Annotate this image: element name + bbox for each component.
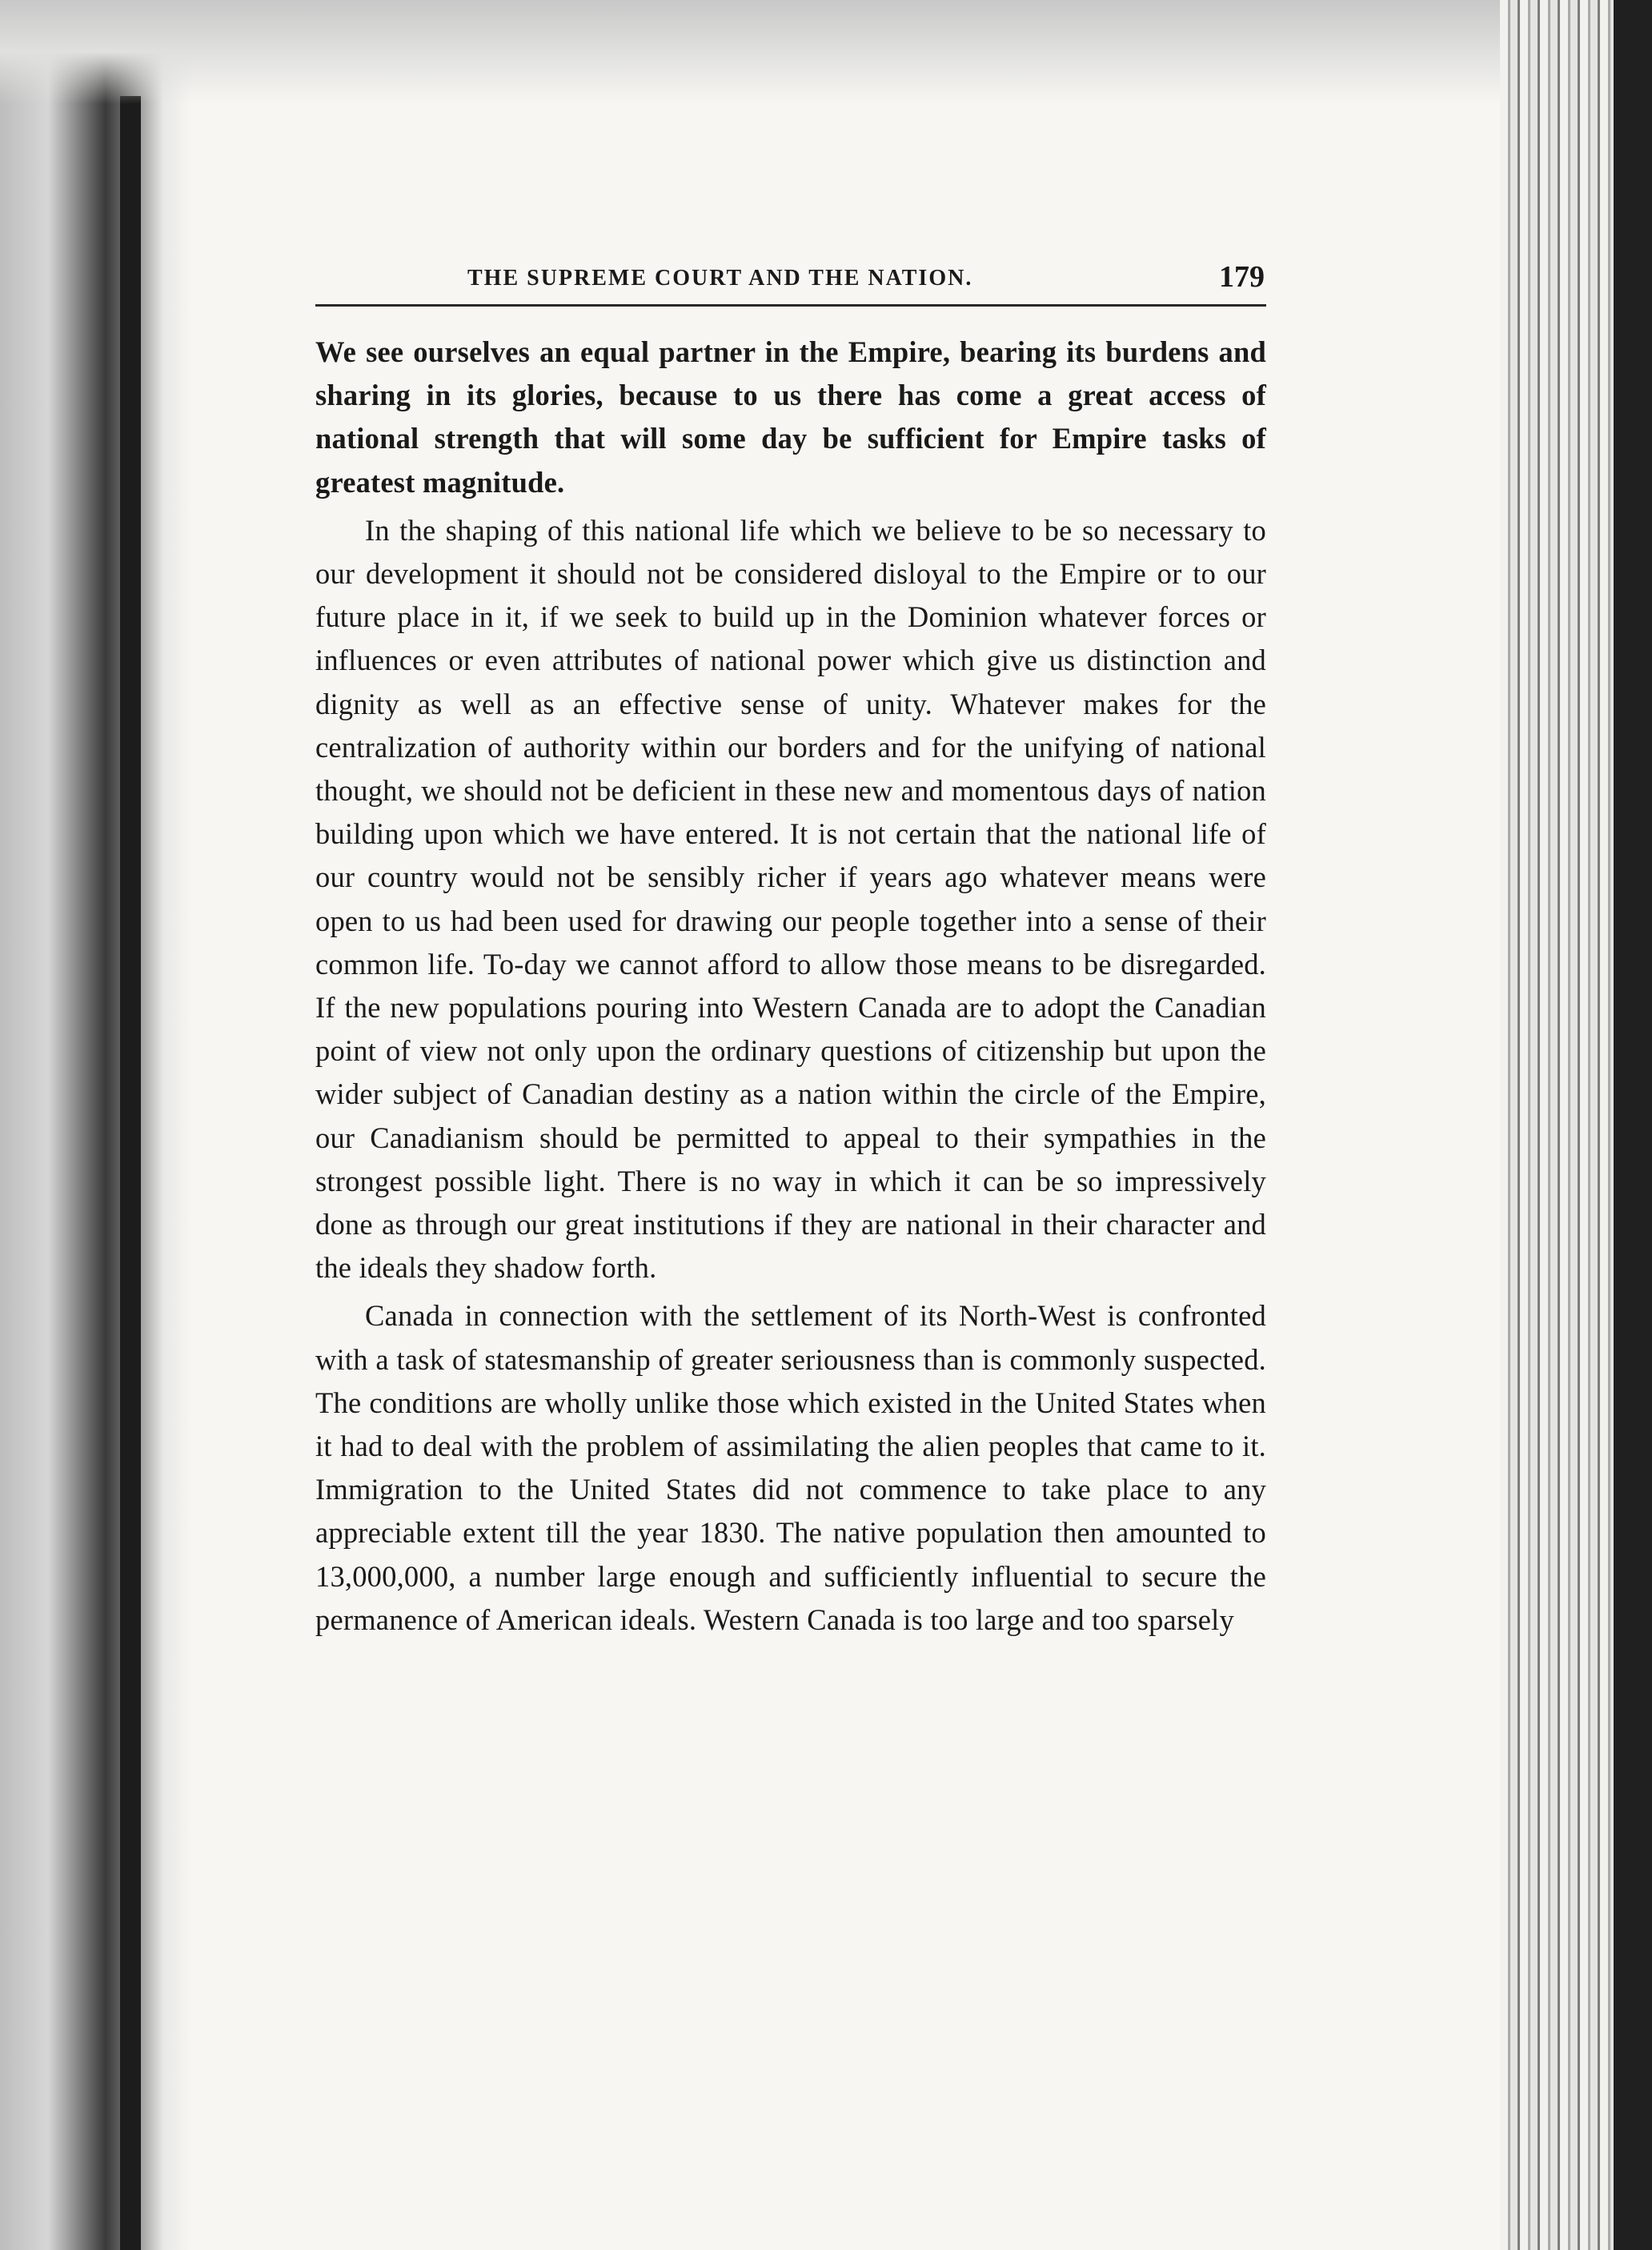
running-head	[315, 256, 1266, 307]
paragraph-2: In the shaping of this national life which we believe to be so necessary to our development it should not be considered disloyal to the Empire or to our future place in it, if we seek to build up in the Dominion whatever forces or influences or even attributes of national power which give us distinction and dignity as well as an effective sense of unity. Whatever makes for the centralization of authority within our borders and for the unifying of national thought, we should not be deficient in these new and momentous days of nation building upon which we have entered. It is not certain that the national life of our country would not be sensibly richer if years ago whatever means were open to us had been used for drawing our people together into a sense of their common life. To-day we cannot afford to allow those means to be disregarded. If the new populations pouring into Western Canada are to adopt the Canadian point of view not only upon the ordinary questions of citizenship but upon the wider subject of Canadian destiny as a nation within the circle of the Empire, our Canadianism should be permitted to appeal to their sympathies in the strongest possible light. There is no way in which it can be so impressively done as through our great institutions if they are national in their character and the ideals they shadow forth.	[315, 513, 1266, 1285]
binding-gutter-shadow	[0, 0, 192, 2250]
top-edge-shadow	[0, 0, 1652, 104]
book-page	[315, 256, 1266, 1642]
paragraph-3: Canada in connection with the settlement of its North-West is confronted with a task of statesmanship of greater seriousness than is commonly suspected. The conditions are wholly unlike those which existed in the United States when it had to deal with the problem of assimilating the alien peoples that came to it. Immigration to the United States did not commence to take place to any appreciable extent till the year 1830. The native population then amounted to 13,000,000, a number large enough and sufficiently influential to secure the permanence of American ideals. Western Canada is too large and too sparsely	[315, 1299, 1266, 1636]
running-title: THE SUPREME COURT AND THE NATION.	[467, 266, 973, 291]
paragraph-1: We see ourselves an equal partner in the Empire, bearing its burdens and sharing in its glories, because to us there has come a great access of national strength that will some day be sufficient for Empire tasks of greatest magnitude.	[315, 335, 1266, 499]
body-text	[315, 331, 1266, 1642]
page-number: 179	[1219, 260, 1265, 294]
page-edge-dark-border	[1614, 0, 1652, 2250]
binding-gutter-line	[120, 96, 141, 2250]
